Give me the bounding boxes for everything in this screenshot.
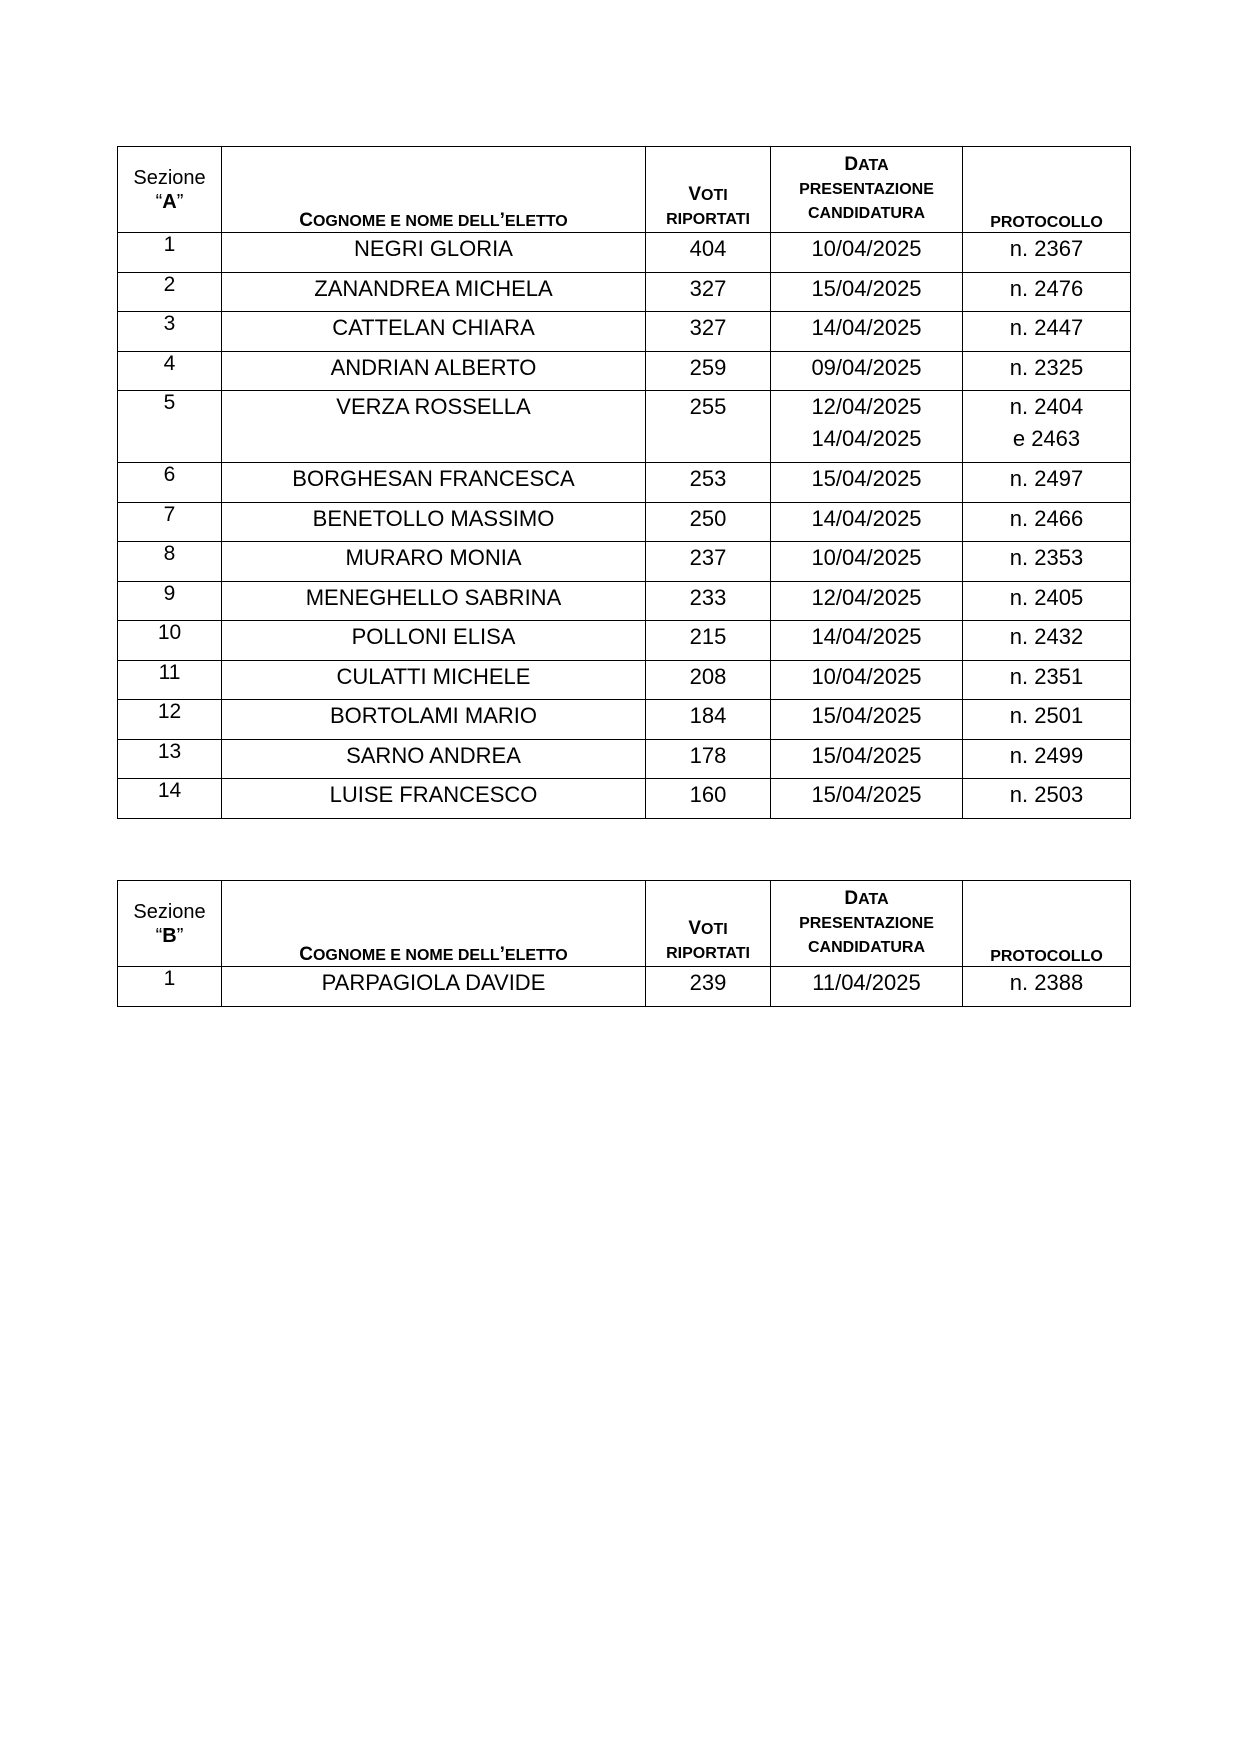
sezione-label: Sezione [133,900,206,923]
table-row [118,700,1131,740]
protocol: n. 2476 [963,272,1131,312]
votes: 253 [646,463,771,503]
votes: 237 [646,542,771,582]
table-header-row [118,881,1131,967]
votes: 160 [646,779,771,819]
submission-date: 15/04/2025 [771,779,963,819]
submission-date: 10/04/2025 [771,660,963,700]
elected-name: POLLONI ELISA [222,621,646,661]
elected-name: VERZA ROSSELLA [222,391,646,463]
elected-name: MURARO MONIA [222,542,646,582]
protocol: n. 2497 [963,463,1131,503]
protocol: n. 2501 [963,700,1131,740]
elected-name: NEGRI GLORIA [222,233,646,273]
votes-column-header: VOTI RIPORTATI [646,147,771,233]
elected-name: CULATTI MICHELE [222,660,646,700]
section-a-table [117,146,1131,819]
row-number: 10 [118,621,222,661]
table-row [118,739,1131,779]
table-row [118,233,1131,273]
row-number: 5 [118,391,222,463]
section-b-body [118,967,1131,1007]
votes-column-header: VOTI RIPORTATI [646,881,771,967]
section-b-table [117,880,1131,1007]
protocol: n. 2388 [963,967,1131,1007]
row-number: 9 [118,581,222,621]
table-row [118,967,1131,1007]
row-number: 13 [118,739,222,779]
table-row [118,542,1131,582]
votes: 404 [646,233,771,273]
submission-date: 15/04/2025 [771,272,963,312]
protocol: n. 2466 [963,502,1131,542]
date-column-header: DATA PRESENTAZIONE CANDIDATURA [771,881,963,967]
votes: 184 [646,700,771,740]
votes: 178 [646,739,771,779]
protocol: n. 2503 [963,779,1131,819]
row-number: 14 [118,779,222,819]
row-number: 12 [118,700,222,740]
table-header-row [118,147,1131,233]
elected-name: PARPAGIOLA DAVIDE [222,967,646,1007]
elected-name: BORGHESAN FRANCESCA [222,463,646,503]
elected-name: ZANANDREA MICHELA [222,272,646,312]
votes: 233 [646,581,771,621]
elected-name: SARNO ANDREA [222,739,646,779]
table-row [118,351,1131,391]
name-column-header: COGNOME E NOME DELL’ELETTO [222,147,646,233]
table-row [118,312,1131,352]
protocol-line-1: n. 2404 [1009,394,1084,419]
submission-date: 15/04/2025 [771,463,963,503]
submission-date: 09/04/2025 [771,351,963,391]
table-row [118,660,1131,700]
elected-name: BORTOLAMI MARIO [222,700,646,740]
section-letter: A [162,190,177,213]
row-number: 4 [118,351,222,391]
votes: 327 [646,312,771,352]
table-row [118,779,1131,819]
sezione-label: Sezione [133,166,206,189]
elected-name: ANDRIAN ALBERTO [222,351,646,391]
section-a-body [118,233,1131,819]
votes: 215 [646,621,771,661]
votes: 327 [646,272,771,312]
date-line-1: 12/04/2025 [811,394,922,419]
protocol: n. 2405 [963,581,1131,621]
protocol: n. 2499 [963,739,1131,779]
table-row [118,391,1131,463]
submission-date: 14/04/2025 [771,312,963,352]
submission-date [771,391,963,463]
table-row [118,463,1131,503]
name-column-header: COGNOME E NOME DELL’ELETTO [222,881,646,967]
date-line-2: 14/04/2025 [811,426,922,451]
date-column-header: DATA PRESENTAZIONE CANDIDATURA [771,147,963,233]
protocol-column-header: PROTOCOLLO [963,881,1131,967]
votes: 259 [646,351,771,391]
protocol: n. 2353 [963,542,1131,582]
row-number: 11 [118,660,222,700]
row-number: 7 [118,502,222,542]
section-header: Sezione “B” [118,881,222,967]
votes: 250 [646,502,771,542]
row-number: 6 [118,463,222,503]
elected-name: LUISE FRANCESCO [222,779,646,819]
submission-date: 10/04/2025 [771,233,963,273]
elected-name: BENETOLLO MASSIMO [222,502,646,542]
protocol: n. 2367 [963,233,1131,273]
row-number: 1 [118,233,222,273]
section-letter: B [162,924,177,947]
protocol: n. 2432 [963,621,1131,661]
submission-date: 11/04/2025 [771,967,963,1007]
submission-date: 14/04/2025 [771,502,963,542]
votes: 255 [646,391,771,463]
table-row [118,502,1131,542]
table-row [118,272,1131,312]
table-row [118,621,1131,661]
protocol-line-2: e 2463 [1012,426,1081,451]
votes: 239 [646,967,771,1007]
votes: 208 [646,660,771,700]
protocol: n. 2351 [963,660,1131,700]
submission-date: 10/04/2025 [771,542,963,582]
protocol: n. 2447 [963,312,1131,352]
row-number: 1 [118,967,222,1007]
submission-date: 12/04/2025 [771,581,963,621]
submission-date: 15/04/2025 [771,700,963,740]
row-number: 2 [118,272,222,312]
elected-name: MENEGHELLO SABRINA [222,581,646,621]
submission-date: 15/04/2025 [771,739,963,779]
protocol-column-header: PROTOCOLLO [963,147,1131,233]
section-header: Sezione “A” [118,147,222,233]
row-number: 3 [118,312,222,352]
protocol [963,391,1131,463]
table-row [118,581,1131,621]
protocol: n. 2325 [963,351,1131,391]
submission-date: 14/04/2025 [771,621,963,661]
elected-name: CATTELAN CHIARA [222,312,646,352]
row-number: 8 [118,542,222,582]
